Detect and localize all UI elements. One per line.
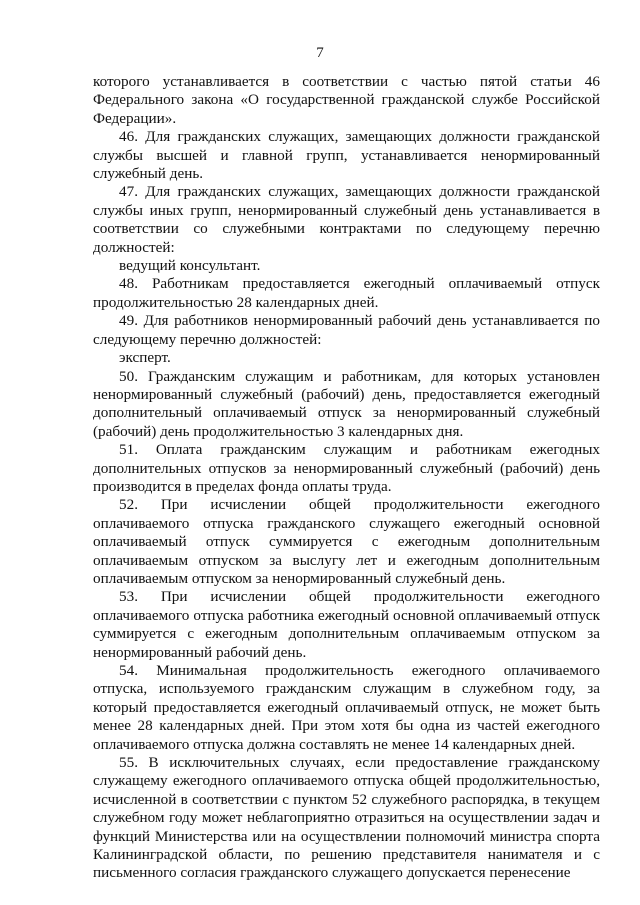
paragraph-51: 51. Оплата гражданским служащим и работникам ежегодных дополнительных отпусков за ненормированный служебный (рабочий) день производится в пределах фонда оплаты труда. (93, 441, 600, 495)
paragraph-47: 47. Для гражданских служащих, замещающих должности гражданской службы иных групп, ненормированный служебный день устанавливается в соответствии со служебными контрактами по следующему перечню должностей: (93, 183, 600, 256)
document-body (93, 73, 600, 883)
position-list-item-lead-consultant: ведущий консультант. (119, 257, 261, 275)
paragraph-46: 46. Для гражданских служащих, замещающих должности гражданской службы высшей и главной групп, устанавливается ненормированный служебный день. (93, 128, 600, 183)
paragraph-49: 49. Для работников ненормированный рабочий день устанавливается по следующему перечню должностей: (93, 312, 600, 348)
position-list-item-expert: эксперт. (119, 349, 171, 367)
paragraph-55: 55. В исключительных случаях, если предоставление гражданскому служащему ежегодного оплачиваемого отпуска общей продолжительностью, исчисленной в соответствии с пунктом 52 служебного распорядка, в текущем служебном году может неблагоприятно отразиться на осуществлении задач и функций Министерства или на осуществлении полномочий министра спорта Калининградской области, по решению представителя нанимателя и с письменного согласия гражданского служащего допускается перенесение (93, 754, 600, 882)
paragraph-52: 52. При исчислении общей продолжительности ежегодного оплачиваемого отпуска гражданского служащего ежегодный основной оплачиваемый отпуск суммируется с ежегодным дополнительным оплачиваемым отпуском за выслугу лет и ежегодным дополнительным оплачиваемым отпуском за ненормированный служебный день. (93, 496, 600, 587)
page-number: 7 (316, 45, 324, 61)
paragraph-continuation: которого устанавливается в соответствии с частью пятой статьи 46 Федерального закона «О государственной гражданской службе Российской Федерации». (93, 73, 600, 127)
paragraph-54: 54. Минимальная продолжительность ежегодного оплачиваемого отпуска, используемого гражданским служащим в служебном году, за который предоставляется ежегодный оплачиваемый отпуск, не может быть менее 28 календарных дней. При этом хотя бы одна из частей ежегодного оплачиваемого отпуска должна составлять не менее 14 календарных дней. (93, 662, 600, 753)
paragraph-53: 53. При исчислении общей продолжительности ежегодного оплачиваемого отпуска работника ежегодный основной оплачиваемый отпуск суммируется с ежегодным дополнительным оплачиваемым отпуском за ненормированный рабочий день. (93, 588, 600, 661)
paragraph-50: 50. Гражданским служащим и работникам, для которых установлен ненормированный служебный (рабочий) день, предоставляется ежегодный дополнительный оплачиваемый отпуск за ненормированный служебный (рабочий) день продолжительностью 3 календарных дня. (93, 367, 600, 440)
paragraph-48: 48. Работникам предоставляется ежегодный оплачиваемый отпуск продолжительностью 28 календарных дней. (93, 275, 600, 311)
